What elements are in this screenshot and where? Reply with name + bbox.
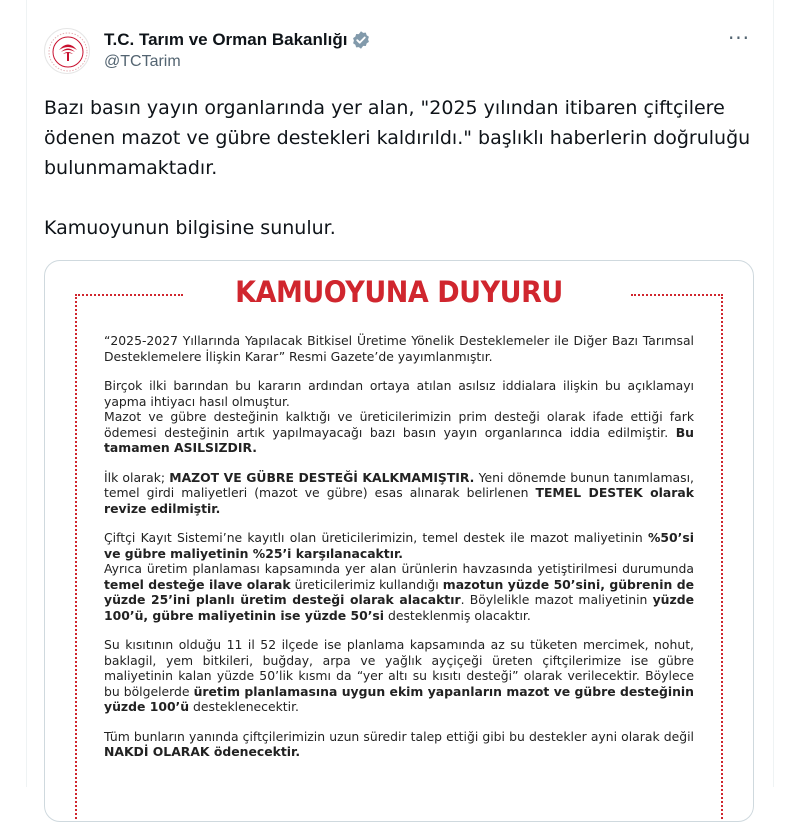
tweet-paragraph: Kamuoyunun bilgisine sunulur. [44,217,336,239]
display-name[interactable]: T.C. Tarım ve Orman Bakanlığı [104,30,348,49]
announcement-title: KAMUOYUNA DUYURU [235,275,563,309]
tweet-text [44,93,764,243]
announcement-paragraph: Ayrıca üretim planlaması kapsamında yer alan ürünlerin havzasında yetiştirilmesi durumunda temel desteğe ilave olarak üreticilerimiz kullandığı mazotun yüzde 50’sini, gübrenin de yüzde 25’ini planlı üretim desteği olarak alacaktır. Böylelikle mazot maliyetinin yüzde 100’ü, gübre maliyetinin ise yüzde 50’si desteklenmiş olacaktır. [104,561,694,623]
announcement-paragraph: Birçok ilki barından bu kararın ardından ortaya atılan asılsız iddialara ilişkin bu açıklamayı yapma ihtiyacı hasıl olmuştur. [104,378,694,409]
announcement-image[interactable] [44,260,754,822]
announcement-paragraph: “2025-2027 Yıllarında Yapılacak Bitkisel Üretime Yönelik Desteklemeler ile Diğer Bazı Tarımsal Desteklemelere İlişkin Karar” Resmi Gazete’de yayımlanmıştır. [104,333,694,364]
ministry-logo-icon[interactable] [44,28,90,74]
tweet-header [44,28,754,76]
announcement-paragraph: Çiftçi Kayıt Sistemi’ne kayıtlı olan üreticilerimizin, temel destek ile mazot maliyetinin %50’si ve gübre maliyetinin %25’i karşılanacaktır. [104,530,694,561]
announcement-body [104,333,694,760]
tweet-paragraph: Bazı basın yayın organlarında yer alan, "2025 yılından itibaren çiftçilere ödenen mazot ve gübre destekleri kaldırıldı." başlıklı haberlerin doğruluğu bulunmamaktadır. [44,97,751,179]
dotted-border [75,294,77,822]
handle[interactable]: @TCTarim [104,53,181,70]
announcement-paragraph: Su kısıtının olduğu 11 il 52 ilçede ise planlama kapsamında az su tüketen mercimek, nohut, baklagil, yem bitkileri, buğday, arpa ve yağlık ayçiçeği üreten çiftçilerimize ise gübre maliyetinin kalan yüzde 50’lik kısmı da “yer altı su kısıtı desteği” olarak verilecektir. Böylece bu bölgelerde üretim planlamasına uygun ekim yapanların mazot ve gübre desteğinin yüzde 100’ü desteklenecektir. [104,637,695,714]
dotted-border [721,294,723,822]
announcement-paragraph: Mazot ve gübre desteğinin kalktığı ve üreticilerimizin prim desteği olarak ifade ettiği fark ödemesi desteğinin artık yapılmayacağı bazı basın yayın organlarınca iddia edilmiştir. Bu tamamen ASILSIZDIR. [104,409,694,455]
verified-badge-icon[interactable] [351,30,371,50]
name-row [104,30,371,50]
announcement-paragraph: Tüm bunların yanında çiftçilerimizin uzun süredir talep ettiği gibi bu destekler ayni olarak değil NAKDİ OLARAK ödenecektir. [104,728,694,759]
more-options-icon[interactable]: ··· [727,26,751,50]
announcement-paragraph: İlk olarak; MAZOT VE GÜBRE DESTEĞİ KALKMAMIŞTIR. Yeni dönemde bunun tanımlaması, temel girdi maliyetleri (mazot ve gübre) esas alınarak belirlenen TEMEL DESTEK olarak revize edilmiştir. [104,469,694,516]
